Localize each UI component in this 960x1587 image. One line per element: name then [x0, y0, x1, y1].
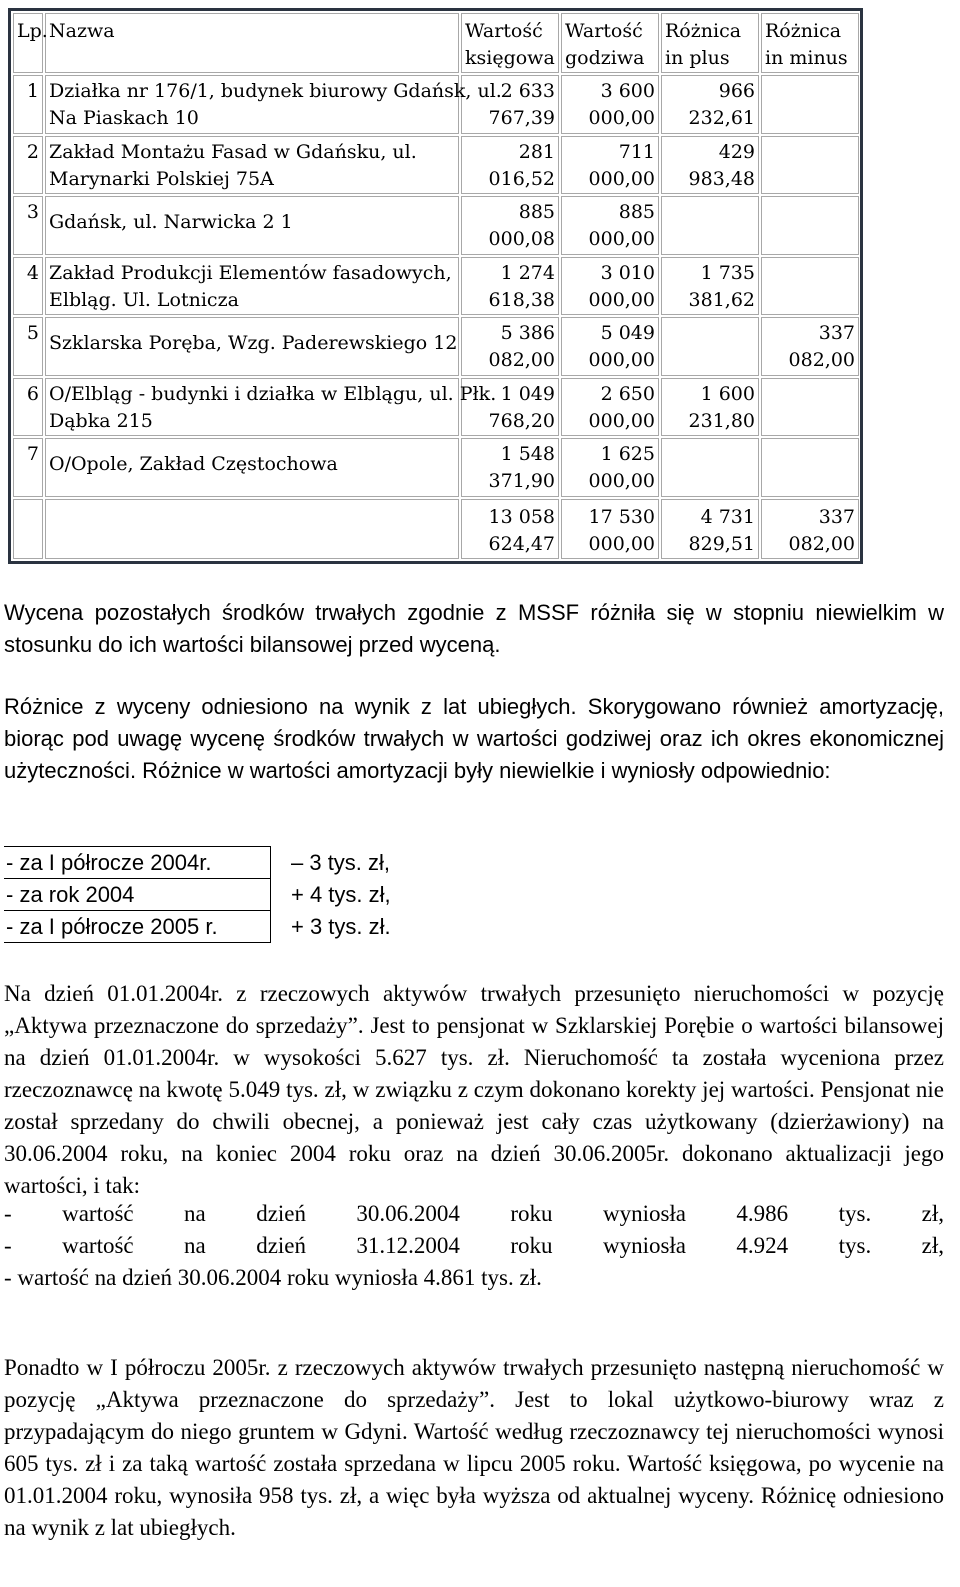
value-list-item: - wartość na dzień 30.06.2004 roku wyniosła 4.861 tys. zł. [4, 1265, 542, 1290]
totals-diff-minus: 337 082,00 [761, 499, 859, 559]
row-diff-plus: 1 600 231,80 [661, 378, 759, 436]
totals-book-value: 13 058 624,47 [461, 499, 559, 559]
row-diff-minus [761, 75, 859, 133]
row-fair-value: 3 600 000,00 [561, 75, 659, 133]
value-list-item: - wartość na dzień 31.12.2004 roku wyniosła 4.924 tys. zł, [4, 1233, 944, 1258]
row-name: Działka nr 176/1, budynek biurowy Gdańsk, ul. Na Piaskach 10 [45, 75, 459, 133]
row-lp: 1 [13, 75, 43, 133]
amortization-value: – 3 tys. zł, [291, 850, 391, 875]
amortization-value: + 3 tys. zł. [291, 914, 391, 939]
row-fair-value: 3 010 000,00 [561, 257, 659, 315]
table-row [13, 196, 859, 254]
row-lp: 4 [13, 257, 43, 315]
row-fair-value: 5 049 000,00 [561, 317, 659, 375]
header-diff-plus: Różnica in plus [661, 13, 759, 73]
row-fair-value: 1 625 000,00 [561, 438, 659, 496]
row-book-value: 5 386 082,00 [461, 317, 559, 375]
row-diff-plus [661, 196, 759, 254]
row-book-value: 281 016,52 [461, 136, 559, 194]
row-name: Zakład Produkcji Elementów fasadowych, Elbląg. Ul. Lotnicza [45, 257, 459, 315]
amortization-table [4, 846, 433, 943]
row-lp: 6 [13, 378, 43, 436]
row-diff-plus: 966 232,61 [661, 75, 759, 133]
paragraph-valuation: Wycena pozostałych środków trwałych zgodnie z MSSF różniła się w stopniu niewielkim w stosunku do ich wartości bilansowej przed wyceną. [4, 600, 944, 657]
paragraph-gdynia: Ponadto w I półroczu 2005r. z rzeczowych aktywów trwałych przesunięto następną nieruchomość w pozycję „Aktywa przeznaczone do sprzedaży”. Jest to lokal użytkowo-biurowy wraz z przypadającym do niego gruntem w Gdyni. Wartość według rzeczoznawcy tej nieruchomości wynosi 605 tys. zł i za taką wartość została sprzedana w lipcu 2005 roku. Wartość księgowa, po wycenie na 01.01.2004 roku, wynosiła 958 tys. zł, a więc była wyższa od aktualnej wyceny. Różnicę odniesiono na wynik z lat ubiegłych. [4, 1355, 944, 1540]
totals-diff-plus: 4 731 829,51 [661, 499, 759, 559]
row-diff-plus [661, 438, 759, 496]
row-name: O/Opole, Zakład Częstochowa [45, 438, 459, 496]
row-fair-value: 2 650 000,00 [561, 378, 659, 436]
row-diff-plus: 429 983,48 [661, 136, 759, 194]
row-book-value: 1 548 371,90 [461, 438, 559, 496]
fixed-assets-table [11, 11, 861, 561]
row-diff-minus [761, 378, 859, 436]
header-lp: Lp. [13, 13, 43, 73]
row-diff-minus [761, 136, 859, 194]
row-lp: 5 [13, 317, 43, 375]
value-list [4, 1198, 944, 1294]
totals-name [45, 499, 459, 559]
row-fair-value: 885 000,00 [561, 196, 659, 254]
table-header-row [13, 13, 859, 73]
amortization-row [4, 847, 433, 879]
row-diff-minus [761, 196, 859, 254]
table-row [13, 75, 859, 133]
row-name: Gdańsk, ul. Narwicka 2 1 [45, 196, 459, 254]
header-diff-minus: Różnica in minus [761, 13, 859, 73]
totals-lp [13, 499, 43, 559]
row-book-value: 1 274 618,38 [461, 257, 559, 315]
row-name: Szklarska Poręba, Wzg. Paderewskiego 12 [45, 317, 459, 375]
row-diff-plus: 1 735 381,62 [661, 257, 759, 315]
table-row [13, 136, 859, 194]
row-name: Zakład Montażu Fasad w Gdańsku, ul. Marynarki Polskiej 75A [45, 136, 459, 194]
amortization-label: - za rok 2004 [4, 879, 271, 911]
header-fair-value: Wartość godziwa [561, 13, 659, 73]
row-lp: 2 [13, 136, 43, 194]
row-diff-plus [661, 317, 759, 375]
paragraph-differences: Różnice z wyceny odniesiono na wynik z lat ubiegłych. Skorygowano również amortyzację, biorąc pod uwagę wycenę środków trwałych w wartości godziwej oraz ich okres ekonomicznej użyteczności. Różnice w wartości amortyzacji były niewielkie i wyniosły odpowiednio: [4, 694, 944, 783]
table-row [13, 317, 859, 375]
row-lp: 7 [13, 438, 43, 496]
amortization-value: + 4 tys. zł, [291, 882, 391, 907]
value-list-item: - wartość na dzień 30.06.2004 roku wyniosła 4.986 tys. zł, [4, 1201, 944, 1226]
totals-fair-value: 17 530 000,00 [561, 499, 659, 559]
table-totals-row [13, 499, 859, 559]
amortization-row [4, 879, 433, 911]
amortization-label: - za I półrocze 2004r. [4, 847, 271, 879]
row-diff-minus [761, 257, 859, 315]
paragraph-pension: Na dzień 01.01.2004r. z rzeczowych aktywów trwałych przesunięto nieruchomości w pozycję „Aktywa przeznaczone do sprzedaży”. Jest to pensjonat w Szklarskiej Porębie o wartości bilansowej na dzień 01.01.2004r. w wysokości 5.627 tys. zł. Nieruchomość ta została wyceniona przez rzeczoznawcę na kwotę 5.049 tys. zł, w związku z czym dokonano korekty jej wartości. Pensjonat nie został sprzedany do chwili obecnej, a ponieważ jest cały czas użytkowany (dzierżawiony) na 30.06.2004 roku, na koniec 2004 roku oraz na dzień 30.06.2005r. dokonano aktualizacji jego wartości, i tak: [4, 981, 944, 1198]
table-row [13, 378, 859, 436]
row-book-value: 885 000,08 [461, 196, 559, 254]
table-row [13, 438, 859, 496]
row-book-value: 1 049 768,20 [461, 378, 559, 436]
row-fair-value: 711 000,00 [561, 136, 659, 194]
header-book-value: Wartość księgowa [461, 13, 559, 73]
amortization-label: - za I półrocze 2005 r. [4, 911, 271, 943]
row-diff-minus [761, 438, 859, 496]
table-row [13, 257, 859, 315]
row-diff-minus: 337 082,00 [761, 317, 859, 375]
row-lp: 3 [13, 196, 43, 254]
row-name: O/Elbląg - budynki i działka w Elblągu, ul. Płk. Dąbka 215 [45, 378, 459, 436]
fixed-assets-table-frame [8, 8, 863, 564]
header-name: Nazwa [45, 13, 459, 73]
row-book-value: 2 633 767,39 [461, 75, 559, 133]
amortization-row [4, 911, 433, 943]
